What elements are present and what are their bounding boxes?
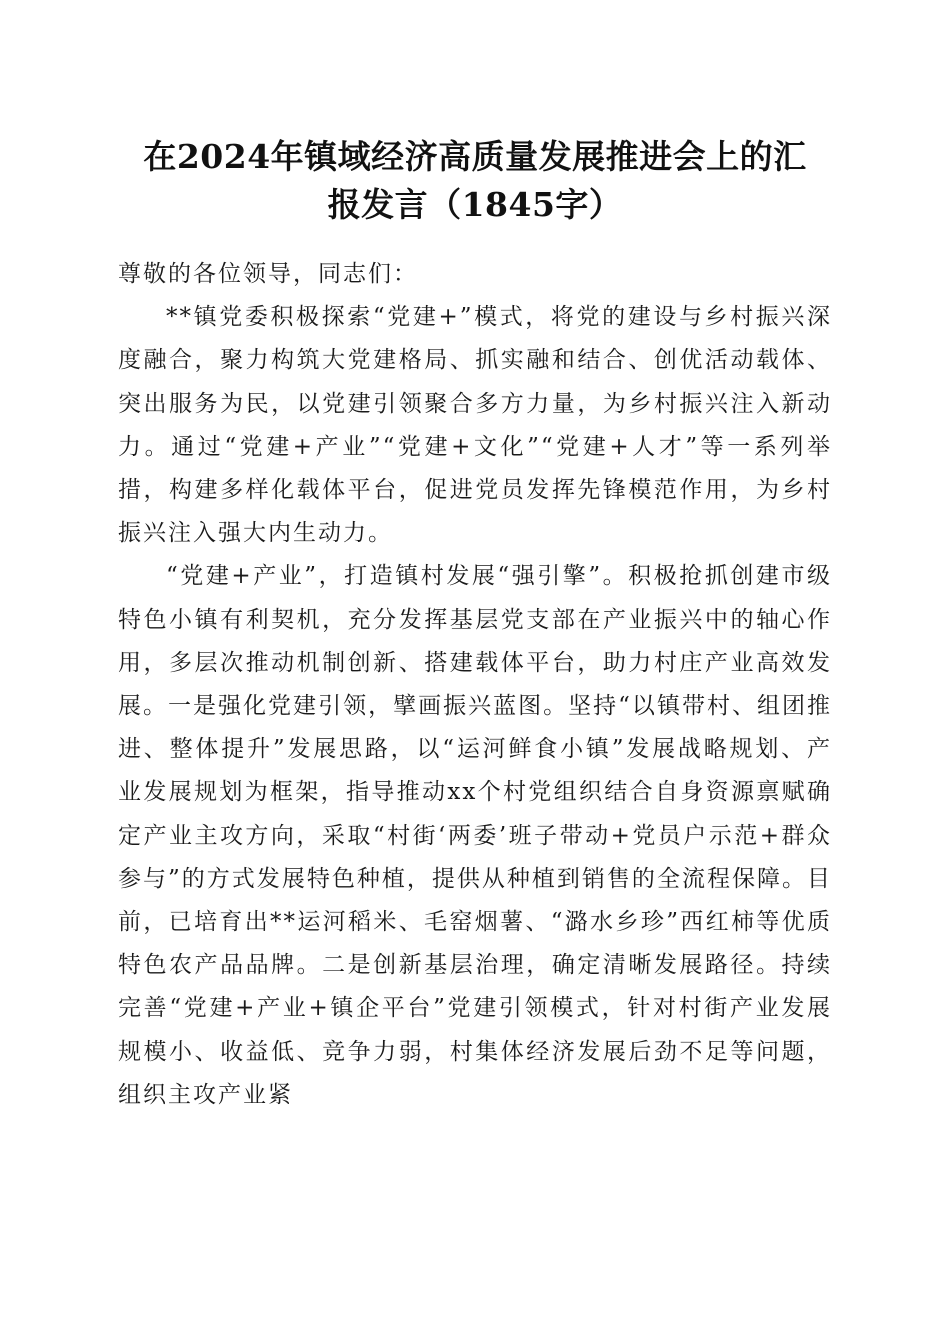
paragraph-party-building-industry: “党建+产业”，打造镇村发展“强引擎”。积极抢抓创建市级特色小镇有利契机，充分发挥基层党支部在产业振兴中的轴心作用，多层次推动机制创新、搭建载体平台，助力村庄产业高效发展。一是强化党建引领，擘画振兴蓝图。坚持“以镇带村、组团推进、整体提升”发展思路，以“运河鲜食小镇”发展战略规划、产业发展规划为框架，指导推动xx个村党组织结合自身资源禀赋确定产业主攻方向，采取“村街‘两委’班子带动+党员户示范+群众参与”的方式发展特色种植，提供从种植到销售的全流程保障。目前，已培育出**运河稻米、毛窑烟薯、“潞水乡珍”西红柿等优质特色农产品品牌。二是创新基层治理，确定清晰发展路径。持续完善“党建+产业+镇企平台”党建引领模式，针对村街产业发展规模小、收益低、竞争力弱，村集体经济发展后劲不足等问题，组织主攻产业紧 — [118, 563, 832, 1108]
document-title — [100, 133, 850, 229]
document-body — [118, 253, 832, 1117]
paragraph-intro: **镇党委积极探索“党建+”模式，将党的建设与乡村振兴深度融合，聚力构筑大党建格局、抓实融和结合、创优活动载体、突出服务为民，以党建引领聚合多方力量，为乡村振兴注入新动力。通过“党建+产业”“党建+文化”“党建+人才”等一系列举措，构建多样化载体平台，促进党员发挥先锋模范作用，为乡村振兴注入强大内生动力。 — [118, 304, 832, 547]
title-line-2: 报发言（1845字） — [327, 185, 623, 224]
salutation: 尊敬的各位领导，同志们： — [118, 261, 418, 287]
title-line-1: 在2024年镇域经济高质量发展推进会上的汇 — [143, 137, 807, 176]
